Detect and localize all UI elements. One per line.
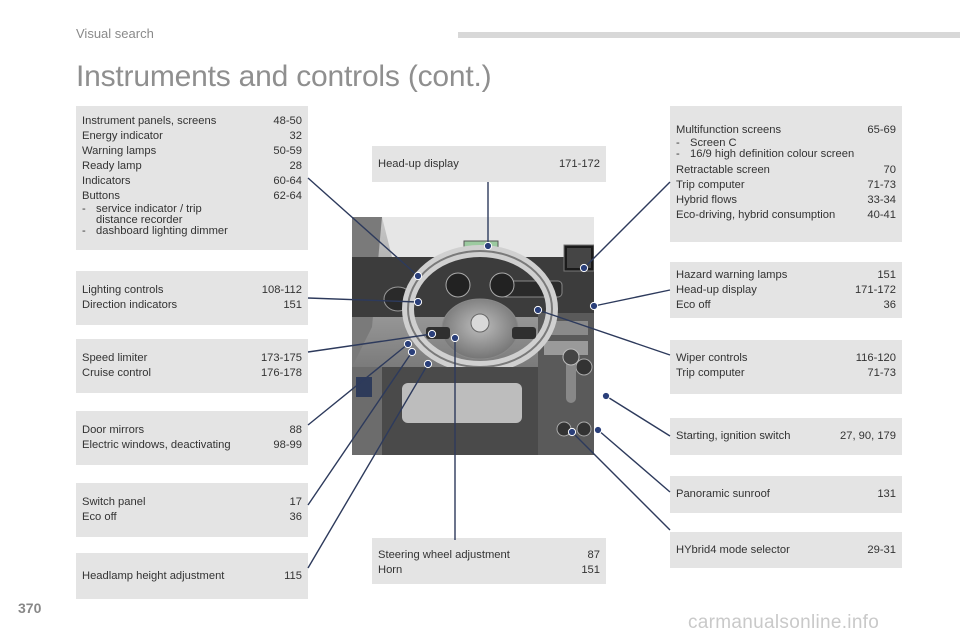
entry-row: Energy indicator 32 bbox=[82, 130, 302, 142]
entry-row: Cruise control 176-178 bbox=[82, 367, 302, 379]
entry-row: HYbrid4 mode selector 29-31 bbox=[676, 544, 896, 556]
entry-row: Warning lamps 50-59 bbox=[82, 145, 302, 157]
entry-row: Electric windows, deactivating 98-99 bbox=[82, 439, 302, 451]
watermark: carmanualsonline.info bbox=[688, 612, 880, 633]
sub-entry: - dashboard lighting dimmer bbox=[82, 225, 228, 237]
entry-row: Trip computer 71-73 bbox=[676, 367, 896, 379]
entry-row: Retractable screen 70 bbox=[676, 164, 896, 176]
entry-row: Head-up display 171-172 bbox=[378, 158, 600, 170]
entry-row: Multifunction screens 65-69 bbox=[676, 124, 896, 136]
entry-row: Head-up display 171-172 bbox=[676, 284, 896, 296]
entry-row: Lighting controls 108-112 bbox=[82, 284, 302, 296]
entry-row: Eco-driving, hybrid consumption 40-41 bbox=[676, 209, 896, 221]
entry-row: Buttons 62-64 bbox=[82, 190, 302, 202]
entry-row: Eco off 36 bbox=[82, 511, 302, 523]
sub-entry: - 16/9 high definition colour screen bbox=[676, 148, 855, 160]
page-title: Instruments and controls (cont.) bbox=[76, 60, 492, 93]
entry-row: Switch panel 17 bbox=[82, 496, 302, 508]
entry-row: Hybrid flows 33-34 bbox=[676, 194, 896, 206]
entry-row: Wiper controls 116-120 bbox=[676, 352, 896, 364]
section-header: Visual search bbox=[76, 26, 154, 41]
entry-row: Headlamp height adjustment 115 bbox=[82, 570, 302, 582]
sub-entry: - Screen C bbox=[676, 137, 737, 149]
entry-row: Indicators 60-64 bbox=[82, 175, 302, 187]
entry-row: Eco off 36 bbox=[676, 299, 896, 311]
sub-entry: - service indicator / trip distance recorder bbox=[82, 203, 202, 226]
entry-row: Direction indicators 151 bbox=[82, 299, 302, 311]
entry-row: Hazard warning lamps 151 bbox=[676, 269, 896, 281]
entry-row: Starting, ignition switch 27, 90, 179 bbox=[676, 430, 896, 442]
entry-row: Door mirrors 88 bbox=[82, 424, 302, 436]
entry-row: Horn 151 bbox=[378, 564, 600, 576]
entry-row: Panoramic sunroof 131 bbox=[676, 488, 896, 500]
page-number: 370 bbox=[18, 600, 42, 616]
entry-row: Steering wheel adjustment 87 bbox=[378, 549, 600, 561]
entry-row: Instrument panels, screens 48-50 bbox=[82, 115, 302, 127]
entry-row: Trip computer 71-73 bbox=[676, 179, 896, 191]
entry-row: Ready lamp 28 bbox=[82, 160, 302, 172]
entry-row: Speed limiter 173-175 bbox=[82, 352, 302, 364]
